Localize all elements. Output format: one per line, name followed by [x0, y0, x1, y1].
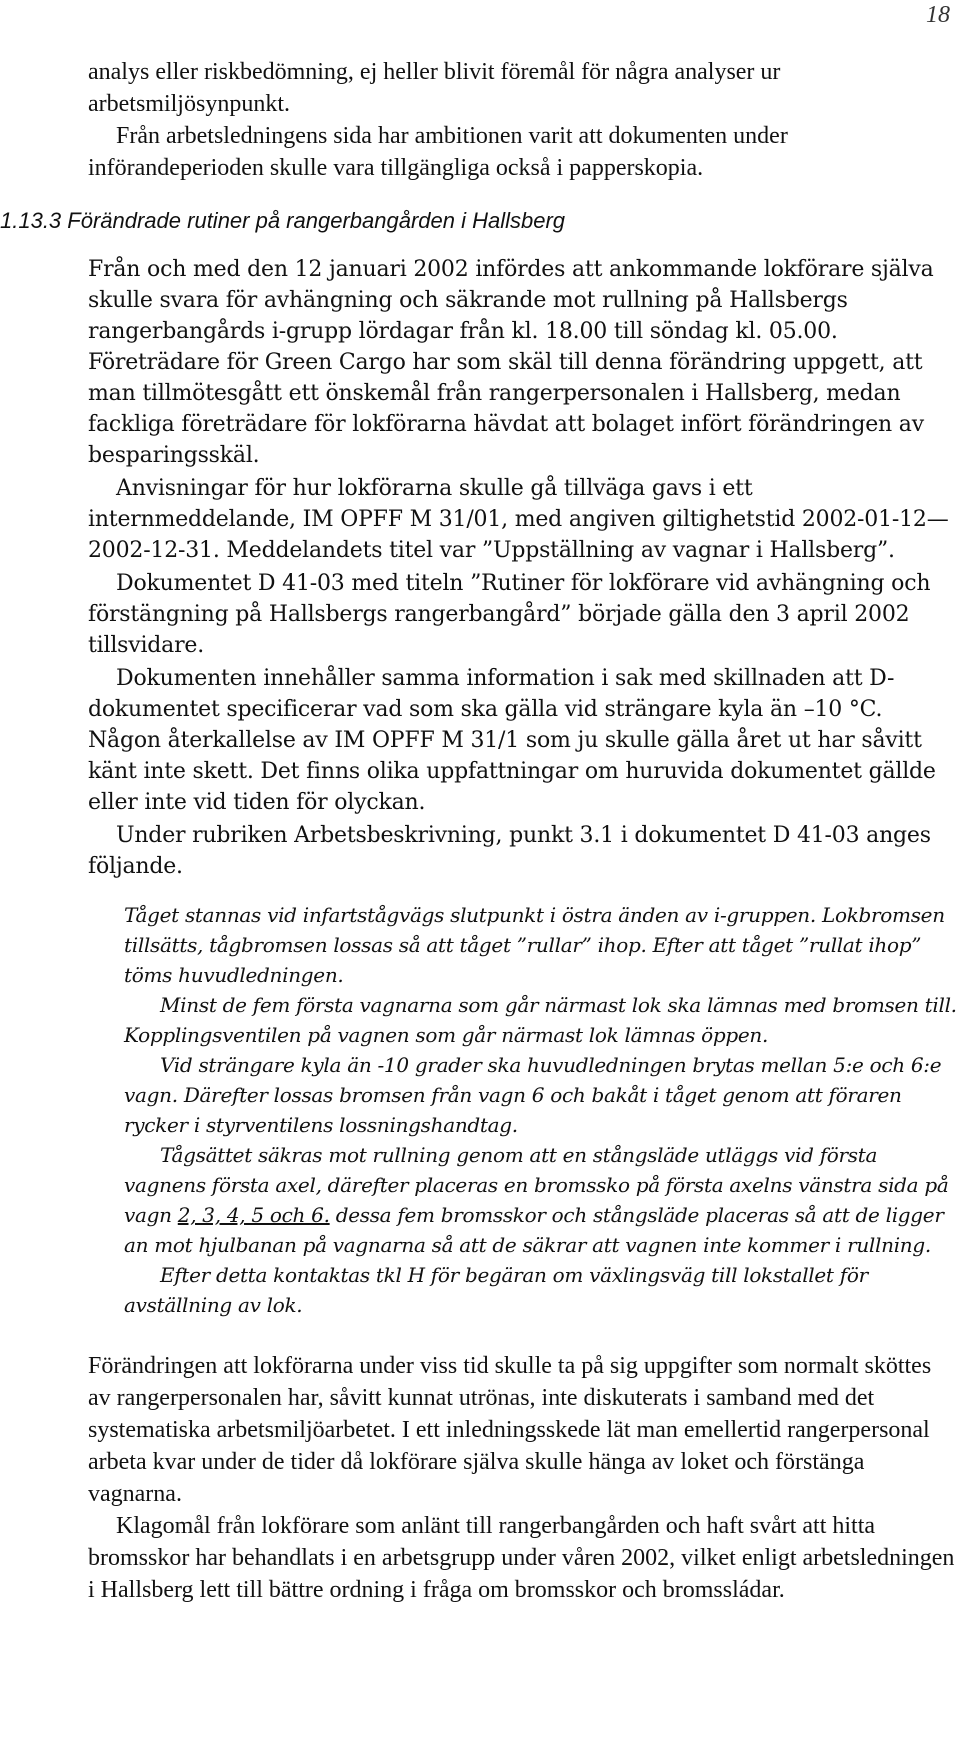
quote-4-text-before: Tågsättet säkras mot rullning genom att en stångsläde utläggs vid första vagnens första axel, därefter placeras en bromssko på första axelns vänstra sida på vagn [124, 1143, 949, 1227]
quote-paragraph-5: Efter detta kontaktas tkl H för begäran om växlingsväg till lokstallet för avställning av lok. [124, 1263, 868, 1317]
body-paragraph-1: Från och med den 12 januari 2002 infördes att ankommande lokförare själva skulle svara för avhängning och säkrande mot rullning på Hallsbergs rangerbangårds i-grupp lördagar från kl. 18.00 till söndag kl. 05.00. Företrädare för Green Cargo har som skäl till denna förändring uppgett, att man tillmötesgått ett önskemål från rangerpersonalen i Hallsberg, medan fackliga företrädare för lokförarna hävdat att bolaget infört förändringen av besparingsskäl. [88, 257, 934, 468]
body-paragraph-2: Anvisningar för hur lokförarna skulle gå tillväga gavs i ett internmeddelande, IM OPFF M 31/01, med angiven giltighetstid 2002-01-12—2002-12-31. Meddelandets titel var ”Uppställning av vagnar i Hallsberg”. [88, 476, 949, 563]
wagon-numbers-underlined: 2, 3, 4, 5 och 6. [177, 1203, 330, 1227]
body-paragraph-4: Dokumenten innehåller samma information i sak med skillnaden att D-dokumentet specificerar vad som ska gälla vid strängare kyla än –10 °C. Någon återkallelse av IM OPFF M 31/1 som ju skulle gälla året ut har såvitt känt inte skett. Det finns olika uppfattningar om huruvida dokumentet gällde eller inte vid tiden för olyckan. [88, 666, 936, 815]
closing-paragraph-1: Förändringen att lokförarna under viss tid skulle ta på sig uppgifter som normalt sköttes av rangerpersonalen har, såvitt kunnat utrönas, inte diskuterats i samband med det systematiska arbetsmiljöarbetet. I ett inledningsskede lät man emellertid rangerpersonal arbeta kvar under de tider då lokförare själva skulle hänga av loket och förstänga vagnarna. [88, 1353, 932, 1507]
quote-paragraph-2: Minst de fem första vagnarna som går närmast lok ska lämnas med bromsen till. Kopplingsventilen på vagnen som går närmast lok lämnas öppen. [124, 993, 957, 1047]
quote-4-text-after: dessa fem bromsskor och stångsläde placeras så att de ligger an mot hjulbanan på vagnarna så att de säkrar att vagnen inte kommer i rullning. [124, 1203, 944, 1257]
body-paragraph-3: Dokumentet D 41-03 med titeln ”Rutiner för lokförare vid avhängning och förstängning på Hallsbergs rangerbangård” började gälla den 3 april 2002 tillsvidare. [88, 571, 931, 658]
document-body [0, 56, 958, 1606]
quote-paragraph-4 [124, 1140, 958, 1260]
closing-paragraph-2: Klagomål från lokförare som anlänt till rangerbangården och haft svårt att hitta bromsskor har behandlats i en arbetsgrupp under våren 2002, vilket enligt arbetsledningen i Hallsberg lett till bättre ordning i fråga om bromsskor och bromssládar. [88, 1513, 955, 1603]
page-number: 18 [926, 2, 950, 28]
quoted-instructions [124, 900, 958, 1320]
body-paragraph-5: Under rubriken Arbetsbeskrivning, punkt 3.1 i dokumentet D 41-03 anges följande. [88, 823, 931, 879]
intro-paragraph-1: analys eller riskbedömning, ej heller blivit föremål för några analyser ur arbetsmiljösynpunkt. [88, 59, 781, 117]
quote-paragraph-3: Vid strängare kyla än -10 grader ska huvudledningen brytas mellan 5:e och 6:e vagn. Därefter lossas bromsen från vagn 6 och bakåt i tåget genom att föraren rycker i styrventilens lossningshandtag. [124, 1053, 942, 1137]
section-heading: 1.13.3 Förändrade rutiner på rangerbangården i Hallsberg [0, 208, 566, 233]
quote-paragraph-1: Tåget stannas vid infartstågvägs slutpunkt i östra änden av i-gruppen. Lokbromsen tillsätts, tågbromsen lossas så att tåget ”rullar” ihop. Efter att tåget ”rullat ihop” töms huvudledningen. [124, 903, 945, 987]
intro-paragraph-2: Från arbetsledningens sida har ambitionen varit att dokumenten under införandeperioden skulle vara tillgängliga också i papperskopia. [88, 123, 788, 181]
